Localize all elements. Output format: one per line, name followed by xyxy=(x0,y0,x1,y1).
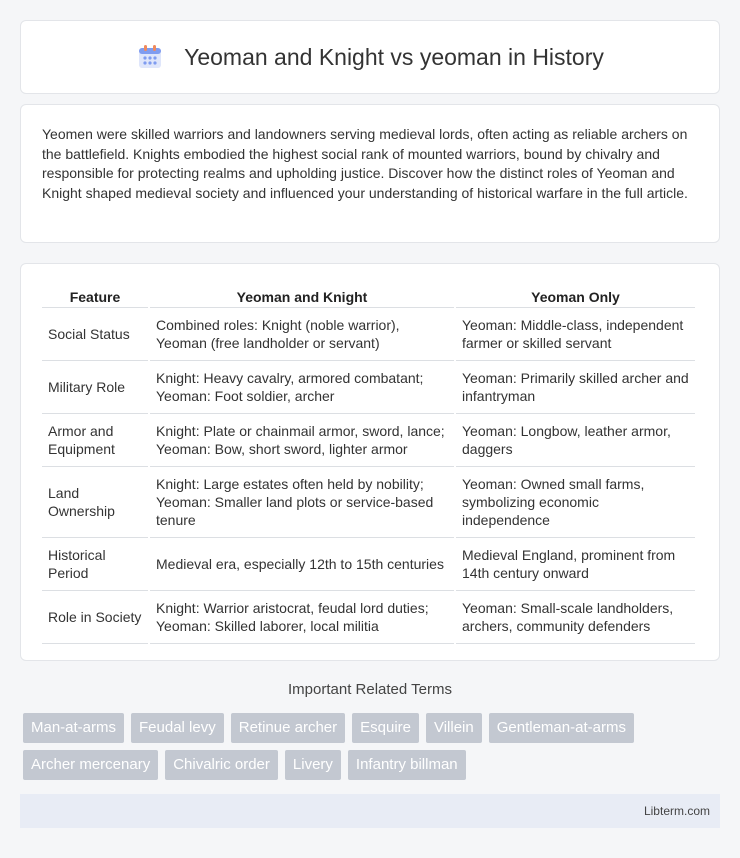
table-row xyxy=(42,467,695,538)
table-row xyxy=(42,591,695,644)
related-term-tag[interactable]: Man-at-arms xyxy=(23,713,124,743)
related-term-tag[interactable]: Livery xyxy=(285,750,341,780)
cell-yeoman-and-knight: Knight: Large estates often held by nobility; Yeoman: Smaller land plots or service-based tenure xyxy=(150,467,454,538)
cell-feature: Historical Period xyxy=(42,538,148,591)
footer xyxy=(20,794,720,828)
related-term-tag[interactable]: Retinue archer xyxy=(231,713,345,743)
comparison-table xyxy=(40,284,697,644)
table-header-row xyxy=(42,284,695,308)
calendar-icon xyxy=(136,43,164,71)
cell-feature: Military Role xyxy=(42,361,148,414)
header-yeoman-only: Yeoman Only xyxy=(456,284,695,308)
header-feature: Feature xyxy=(42,284,148,308)
cell-feature: Role in Society xyxy=(42,591,148,644)
related-term-tag[interactable]: Villein xyxy=(426,713,482,743)
table-row xyxy=(42,361,695,414)
cell-feature: Land Ownership xyxy=(42,467,148,538)
header-yeoman-and-knight: Yeoman and Knight xyxy=(150,284,454,308)
cell-yeoman-only: Yeoman: Small-scale landholders, archers, community defenders xyxy=(456,591,695,644)
cell-yeoman-only: Medieval England, prominent from 14th century onward xyxy=(456,538,695,591)
related-terms-title: Important Related Terms xyxy=(288,681,452,698)
table-row xyxy=(42,538,695,591)
cell-feature: Social Status xyxy=(42,308,148,361)
table-row xyxy=(42,414,695,467)
cell-yeoman-only: Yeoman: Primarily skilled archer and infantryman xyxy=(456,361,695,414)
related-term-tag[interactable]: Chivalric order xyxy=(165,750,278,780)
comparison-card xyxy=(20,263,720,661)
cell-yeoman-only: Yeoman: Owned small farms, symbolizing economic independence xyxy=(456,467,695,538)
related-term-tag[interactable]: Feudal levy xyxy=(131,713,224,743)
cell-yeoman-and-knight: Knight: Heavy cavalry, armored combatant; Yeoman: Foot soldier, archer xyxy=(150,361,454,414)
cell-yeoman-only: Yeoman: Middle-class, independent farmer or skilled servant xyxy=(456,308,695,361)
intro-card xyxy=(20,104,720,243)
page-title: Yeoman and Knight vs yeoman in History xyxy=(184,43,604,70)
cell-yeoman-and-knight: Combined roles: Knight (noble warrior), Yeoman (free landholder or servant) xyxy=(150,308,454,361)
related-term-tag[interactable]: Infantry billman xyxy=(348,750,466,780)
table-row xyxy=(42,308,695,361)
header-card xyxy=(20,20,720,94)
cell-yeoman-and-knight: Knight: Warrior aristocrat, feudal lord duties; Yeoman: Skilled laborer, local militia xyxy=(150,591,454,644)
related-terms-list xyxy=(23,713,723,780)
related-term-tag[interactable]: Archer mercenary xyxy=(23,750,158,780)
intro-text: Yeomen were skilled warriors and landowners serving medieval lords, often acting as reliable archers on the battlefield. Knights embodied the highest social rank of mounted warriors, bound by chivalry and responsible for protecting realms and upholding justice. Discover how the distinct roles of Yeoman and Knight shaped medieval society and influenced your understanding of historical warfare in the full article. xyxy=(42,126,688,201)
related-term-tag[interactable]: Esquire xyxy=(352,713,419,743)
cell-yeoman-only: Yeoman: Longbow, leather armor, daggers xyxy=(456,414,695,467)
footer-brand-link[interactable]: Libterm.com xyxy=(643,804,710,818)
cell-feature: Armor and Equipment xyxy=(42,414,148,467)
cell-yeoman-and-knight: Medieval era, especially 12th to 15th centuries xyxy=(150,538,454,591)
related-term-tag[interactable]: Gentleman-at-arms xyxy=(489,713,634,743)
cell-yeoman-and-knight: Knight: Plate or chainmail armor, sword, lance; Yeoman: Bow, short sword, lighter armor xyxy=(150,414,454,467)
